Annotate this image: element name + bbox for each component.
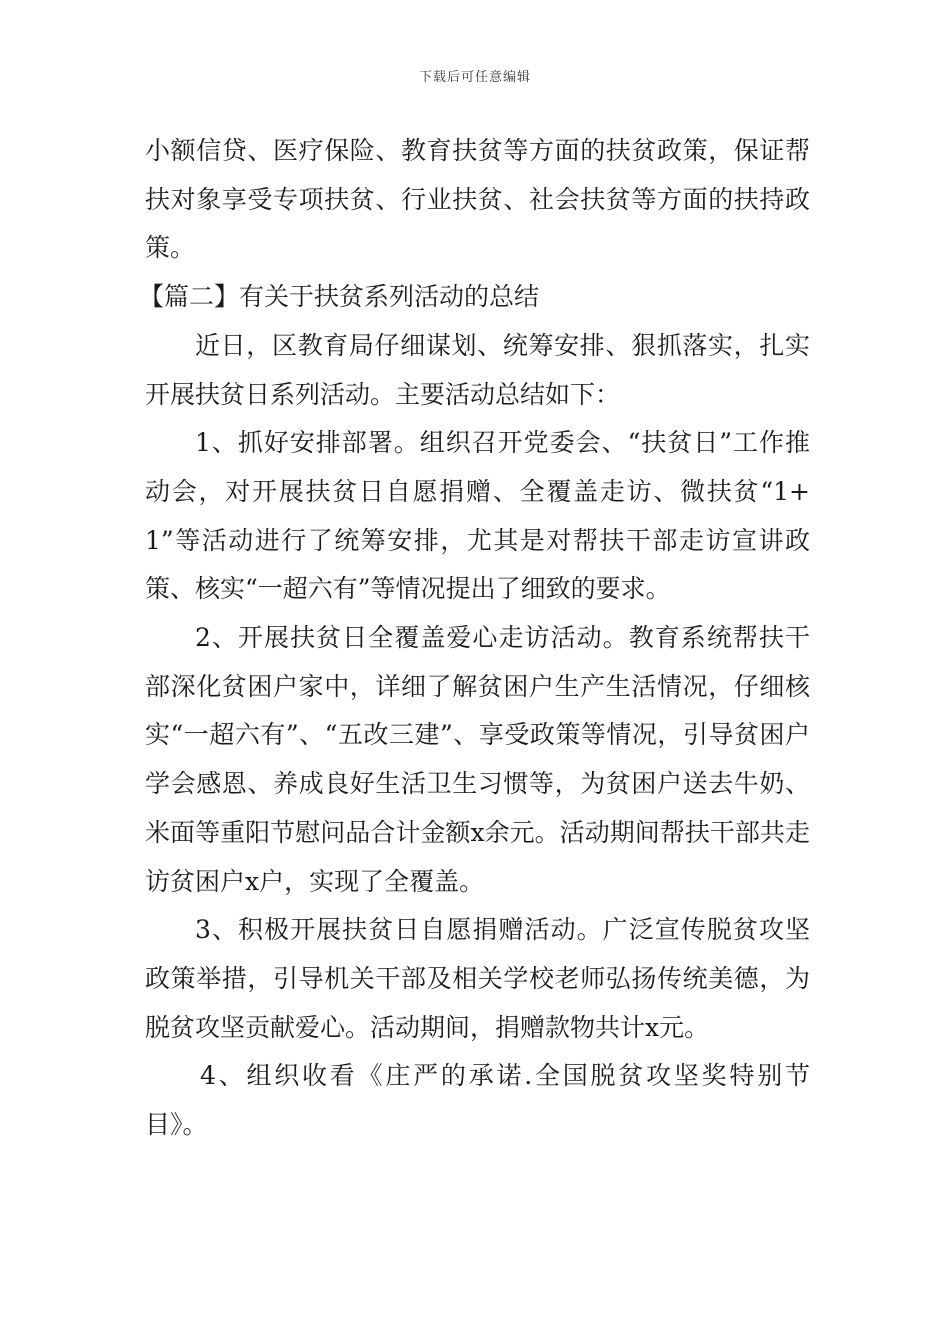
paragraph-item-4: 4、组织收看《庄严的承诺.全国脱贫攻坚奖特别节目》。 xyxy=(145,1061,810,1140)
paragraph-item-1: 1、抓好安排部署。组织召开党委会、“扶贫日”工作推动会，对开展扶贫日自愿捐赠、全覆盖走访、微扶贫“1+1”等活动进行了统筹安排，尤其是对帮扶干部走访宣讲政策、核实“一超六有”等情况提出了细致的要求。 xyxy=(145,428,810,604)
section-heading: 【篇二】有关于扶贫系列活动的总结 xyxy=(139,282,540,312)
document-body xyxy=(139,127,810,1150)
paragraph-intro: 近日，区教育局仔细谋划、统筹安排、狠抓落实，扎实开展扶贫日系列活动。主要活动总结如下： xyxy=(145,330,810,409)
page-header: 下载后可任意编辑 xyxy=(418,70,531,85)
paragraph-continuation: 小额信贷、医疗保险、教育扶贫等方面的扶贫政策，保证帮扶对象享受专项扶贫、行业扶贫、社会扶贫等方面的扶持政策。 xyxy=(145,136,810,263)
paragraph-item-3: 3、积极开展扶贫日自愿捐赠活动。广泛宣传脱贫攻坚政策举措，引导机关干部及相关学校老师弘扬传统美德，为脱贫攻坚贡献爱心。活动期间，捐赠款物共计x元。 xyxy=(145,915,810,1042)
paragraph-item-2: 2、开展扶贫日全覆盖爱心走访活动。教育系统帮扶干部深化贫困户家中，详细了解贫困户生产生活情况，仔细核实“一超六有”、“五改三建”、享受政策等情况，引导贫困户学会感恩、养成良好生活卫生习惯等，为贫困户送去牛奶、米面等重阳节慰问品合计金额x余元。活动期间帮扶干部共走访贫困户x户，实现了全覆盖。 xyxy=(145,623,810,896)
